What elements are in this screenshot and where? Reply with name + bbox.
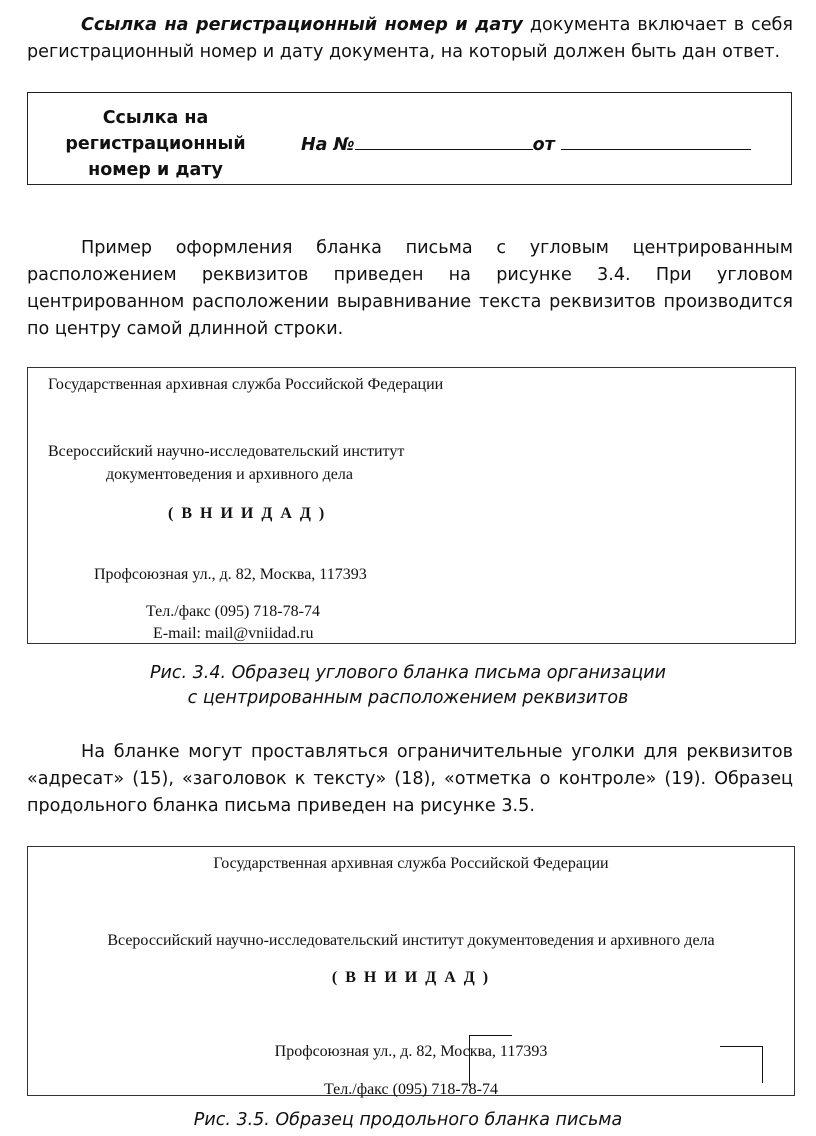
blank2-phone: Тел./факс (095) 718-78-74 [324,1081,498,1098]
corners-text: На бланке могут проставляться ограничительные уголки для реквизитов «адресат» (15), «заголовок к тексту» (18), «отметка о контроле» (19). Образец продольного бланка письма приведен на рисунке 3.5. [27,742,793,816]
date-underline [561,131,751,150]
caption1-line1: Рис. 3.4. Образец углового бланка письма организации [150,663,666,683]
left-limit-corner [469,1035,512,1086]
blank2-institute: Всероссийский научно-исследовательский институт документоведения и архивного дела [107,932,715,949]
intro-paragraph [27,12,793,66]
reference-box [27,92,792,185]
blank1-phone: Тел./факс (095) 718-78-74 [146,603,320,620]
example-text: Пример оформления бланка письма с угловым центрированным расположением реквизитов приведен на рисунке 3.4. При угловом центрированном расположении выравнивание текста реквизитов производится по центру самой длинной строки. [27,238,793,339]
blank2-abbreviation: ( В Н И И Д А Д ) [331,969,491,986]
corner-letterhead-sample [27,367,796,644]
blank1-institute-line1: Всероссийский научно-исследовательский институт [48,443,405,460]
blank2-address: Профсоюзная ул., д. 82, Москва, 117393 [274,1043,548,1060]
number-prefix: На № [301,135,355,155]
figure-3-4-caption [0,661,816,711]
blank1-agency: Государственная архивная служба Российской Федерации [48,376,444,393]
blank2-agency: Государственная архивная служба Российской Федерации [213,855,609,872]
blank1-abbreviation: ( В Н И И Д А Д ) [168,505,327,522]
right-limit-corner [720,1046,763,1083]
reference-fields [301,131,751,157]
corners-paragraph [27,739,793,820]
blank1-institute-line2: документоведения и архивного дела [106,466,353,483]
figure-3-5-caption: Рис. 3.5. Образец продольного бланка письма [193,1110,623,1130]
number-underline [355,131,533,150]
date-prefix: от [532,135,555,155]
reference-label: Ссылка на регистрационный номер и дату [65,108,246,180]
intro-rest: документа включает в себя регистрационный номер и дату документа, на который должен быть дан ответ. [27,15,793,62]
example-paragraph [27,235,793,343]
caption1-line2: с центрированным расположением реквизитов [187,688,629,708]
longitudinal-letterhead-sample [27,846,795,1096]
intro-lead: Ссылка на регистрационный номер и дату [81,15,523,35]
blank1-address: Профсоюзная ул., д. 82, Москва, 117393 [94,566,367,583]
blank1-email: E-mail: mail@vniidad.ru [153,625,314,642]
